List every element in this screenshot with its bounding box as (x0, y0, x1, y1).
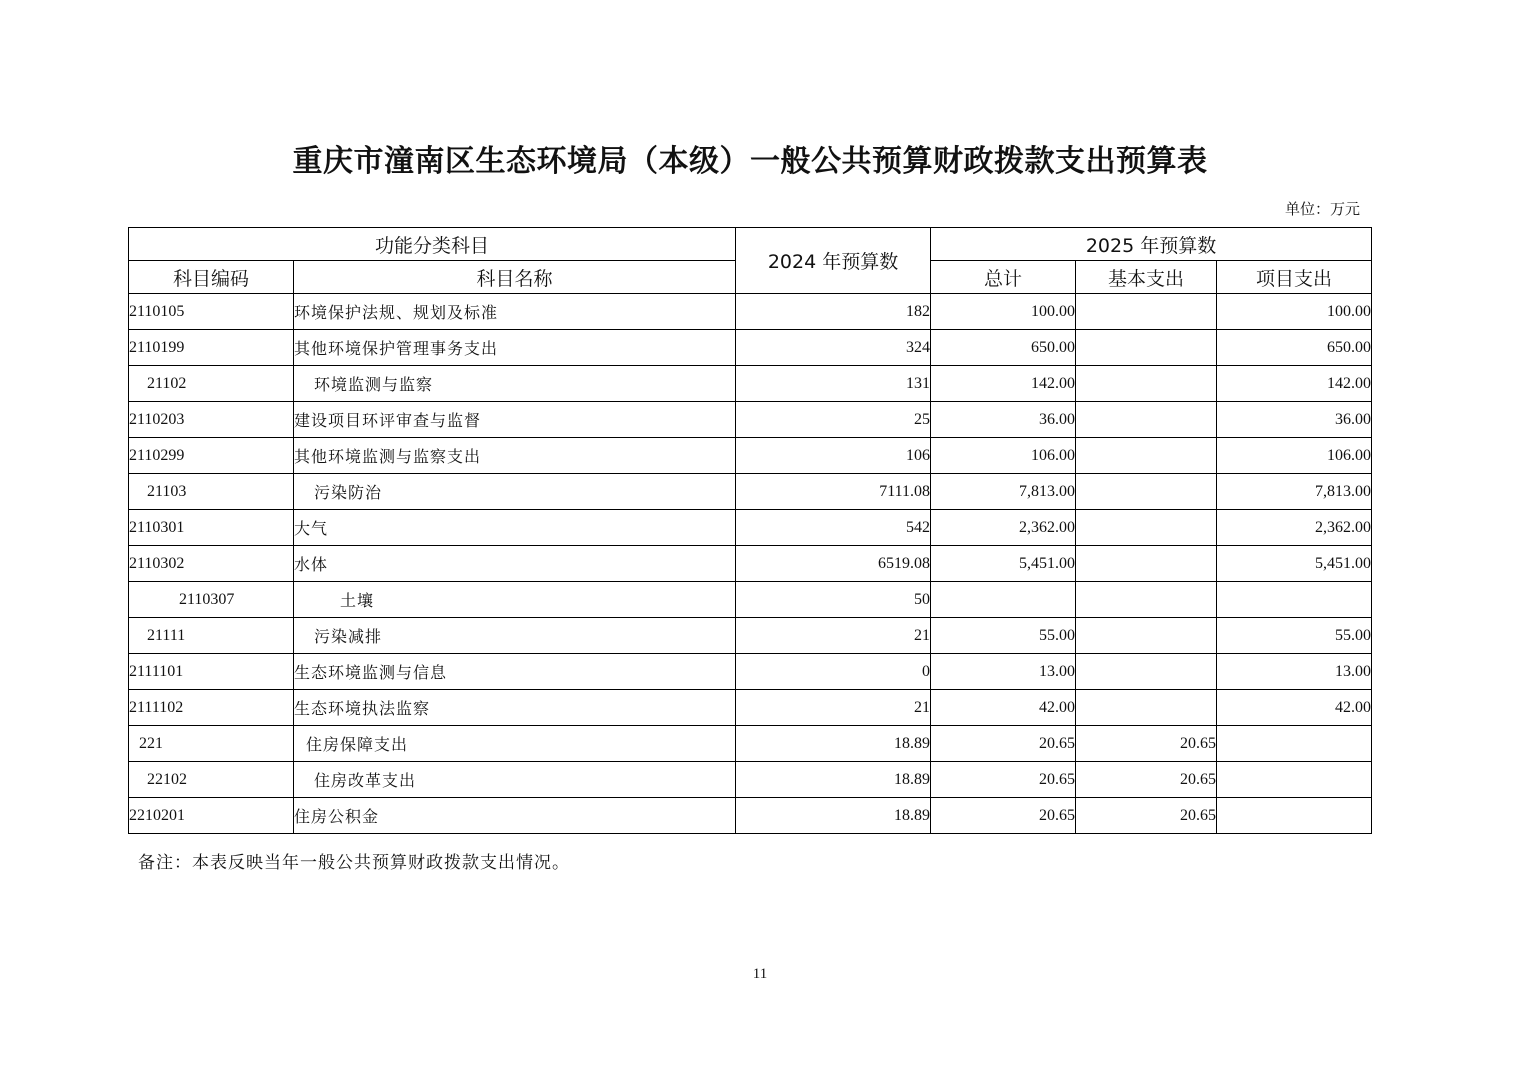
row-name: 大气 (294, 510, 736, 546)
table-body (129, 294, 1372, 834)
row-code: 2111102 (129, 690, 294, 726)
row-budget-2024: 182 (736, 294, 931, 330)
row-budget-2024: 542 (736, 510, 931, 546)
header-functional-category: 功能分类科目 (129, 228, 736, 261)
row-project (1217, 582, 1372, 618)
row-code: 2110105 (129, 294, 294, 330)
row-total: 100.00 (931, 294, 1076, 330)
row-budget-2024: 131 (736, 366, 931, 402)
table-row (129, 582, 1372, 618)
table-note: 备注：本表反映当年一般公共预算财政拨款支出情况。 (138, 853, 570, 873)
row-name: 环境保护法规、规划及标准 (294, 294, 736, 330)
table-row (129, 438, 1372, 474)
row-code: 22102 (129, 762, 294, 798)
row-budget-2024: 18.89 (736, 726, 931, 762)
row-project: 2,362.00 (1217, 510, 1372, 546)
row-name: 生态环境监测与信息 (294, 654, 736, 690)
row-name: 住房公积金 (294, 798, 736, 834)
table-row (129, 330, 1372, 366)
row-total: 13.00 (931, 654, 1076, 690)
row-total: 142.00 (931, 366, 1076, 402)
row-project: 42.00 (1217, 690, 1372, 726)
row-name: 住房保障支出 (294, 726, 736, 762)
row-total: 5,451.00 (931, 546, 1076, 582)
row-total: 650.00 (931, 330, 1076, 366)
row-total: 55.00 (931, 618, 1076, 654)
table-row (129, 366, 1372, 402)
table-row (129, 402, 1372, 438)
header-budget-2025: 2025 年预算数 (931, 228, 1372, 261)
row-basic (1076, 546, 1217, 582)
row-basic (1076, 618, 1217, 654)
row-budget-2024: 25 (736, 402, 931, 438)
table-row (129, 546, 1372, 582)
row-total: 42.00 (931, 690, 1076, 726)
row-basic: 20.65 (1076, 798, 1217, 834)
row-name: 其他环境保护管理事务支出 (294, 330, 736, 366)
row-project: 13.00 (1217, 654, 1372, 690)
row-basic (1076, 294, 1217, 330)
row-code: 2110203 (129, 402, 294, 438)
row-basic (1076, 654, 1217, 690)
row-project: 7,813.00 (1217, 474, 1372, 510)
row-budget-2024: 0 (736, 654, 931, 690)
row-basic (1076, 438, 1217, 474)
row-name: 污染减排 (294, 618, 736, 654)
row-total: 20.65 (931, 726, 1076, 762)
row-project: 5,451.00 (1217, 546, 1372, 582)
row-name: 环境监测与监察 (294, 366, 736, 402)
header-basic: 基本支出 (1076, 261, 1217, 294)
table-row (129, 654, 1372, 690)
row-code: 21102 (129, 366, 294, 402)
table-row (129, 294, 1372, 330)
row-name: 污染防治 (294, 474, 736, 510)
unit-label: 单位：万元 (1284, 200, 1360, 218)
row-code: 221 (129, 726, 294, 762)
row-total: 106.00 (931, 438, 1076, 474)
row-project: 142.00 (1217, 366, 1372, 402)
row-budget-2024: 7111.08 (736, 474, 931, 510)
row-project: 106.00 (1217, 438, 1372, 474)
row-code: 21111 (129, 618, 294, 654)
table-row (129, 618, 1372, 654)
row-code: 2110199 (129, 330, 294, 366)
row-project: 650.00 (1217, 330, 1372, 366)
table-header (129, 228, 1372, 294)
row-project (1217, 798, 1372, 834)
page-number: 11 (752, 966, 768, 982)
row-basic (1076, 366, 1217, 402)
header-budget-2024: 2024 年预算数 (736, 228, 931, 294)
row-name: 水体 (294, 546, 736, 582)
budget-table (128, 227, 1372, 834)
row-project (1217, 762, 1372, 798)
row-total (931, 582, 1076, 618)
page-title: 重庆市潼南区生态环境局（本级）一般公共预算财政拨款支出预算表 (292, 144, 1208, 179)
row-project (1217, 726, 1372, 762)
row-code: 2110307 (129, 582, 294, 618)
row-total: 2,362.00 (931, 510, 1076, 546)
row-total: 20.65 (931, 798, 1076, 834)
row-basic (1076, 510, 1217, 546)
row-code: 2110299 (129, 438, 294, 474)
table-row (129, 762, 1372, 798)
table-row (129, 798, 1372, 834)
row-name: 其他环境监测与监察支出 (294, 438, 736, 474)
row-code: 2210201 (129, 798, 294, 834)
row-name: 生态环境执法监察 (294, 690, 736, 726)
row-basic (1076, 330, 1217, 366)
table-row (129, 474, 1372, 510)
row-project: 36.00 (1217, 402, 1372, 438)
row-budget-2024: 6519.08 (736, 546, 931, 582)
row-name: 住房改革支出 (294, 762, 736, 798)
header-name: 科目名称 (294, 261, 736, 294)
row-basic (1076, 690, 1217, 726)
row-total: 36.00 (931, 402, 1076, 438)
row-project: 55.00 (1217, 618, 1372, 654)
row-basic (1076, 582, 1217, 618)
row-project: 100.00 (1217, 294, 1372, 330)
row-budget-2024: 21 (736, 618, 931, 654)
table-row (129, 510, 1372, 546)
header-code: 科目编码 (129, 261, 294, 294)
row-budget-2024: 106 (736, 438, 931, 474)
row-total: 7,813.00 (931, 474, 1076, 510)
row-budget-2024: 21 (736, 690, 931, 726)
row-total: 20.65 (931, 762, 1076, 798)
row-budget-2024: 18.89 (736, 762, 931, 798)
table-row (129, 690, 1372, 726)
row-budget-2024: 324 (736, 330, 931, 366)
row-code: 2110302 (129, 546, 294, 582)
header-project: 项目支出 (1217, 261, 1372, 294)
row-basic (1076, 474, 1217, 510)
row-basic (1076, 402, 1217, 438)
row-code: 21103 (129, 474, 294, 510)
row-budget-2024: 18.89 (736, 798, 931, 834)
row-budget-2024: 50 (736, 582, 931, 618)
row-name: 建设项目环评审查与监督 (294, 402, 736, 438)
row-name: 土壤 (294, 582, 736, 618)
row-basic: 20.65 (1076, 762, 1217, 798)
row-code: 2110301 (129, 510, 294, 546)
row-basic: 20.65 (1076, 726, 1217, 762)
row-code: 2111101 (129, 654, 294, 690)
header-total: 总计 (931, 261, 1076, 294)
table-row (129, 726, 1372, 762)
